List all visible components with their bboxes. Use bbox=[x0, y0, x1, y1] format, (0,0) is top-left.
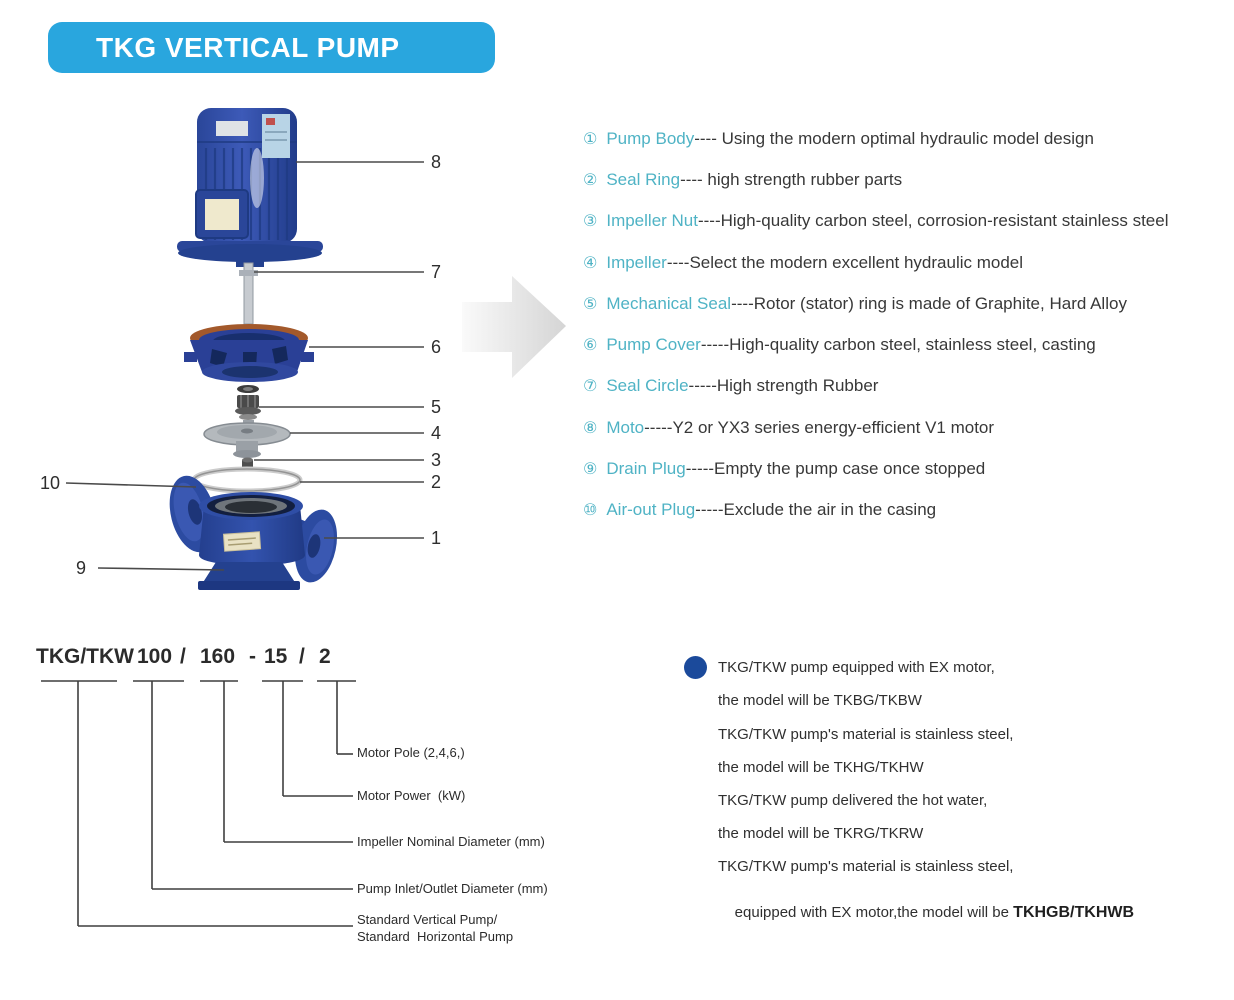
part-description: -----High strength Rubber bbox=[688, 376, 879, 395]
note-line: TKG/TKW pump delivered the hot water, bbox=[718, 792, 988, 809]
part-name: Drain Plug bbox=[606, 459, 686, 478]
label-motor-power: Motor Power (kW) bbox=[357, 788, 466, 803]
label-motor-pole: Motor Pole (2,4,6,) bbox=[357, 745, 465, 760]
part-description: -----Y2 or YX3 series energy-efficient V1 motor bbox=[644, 418, 995, 437]
bullet-icon bbox=[684, 656, 707, 679]
circled-number-icon: ① bbox=[583, 131, 598, 148]
callout-number-8: 8 bbox=[431, 152, 442, 172]
part-name: Seal Ring bbox=[606, 170, 681, 189]
model-code-sep1: / bbox=[180, 645, 186, 668]
model-code-power: 15 bbox=[264, 645, 288, 668]
model-code-pole: 2 bbox=[319, 645, 331, 668]
callout-number-4: 4 bbox=[431, 423, 442, 443]
part-name: Impeller Nut bbox=[606, 211, 698, 230]
model-code-series: TKG/TKW bbox=[36, 645, 134, 668]
circled-number-icon: ⑨ bbox=[583, 461, 598, 478]
model-code-sep2: - bbox=[249, 645, 256, 668]
model-code-inlet: 100 bbox=[137, 645, 173, 668]
callout-number-1: 1 bbox=[431, 528, 442, 548]
callout-number-7: 7 bbox=[431, 262, 442, 282]
terminal-box-panel bbox=[205, 199, 239, 230]
note-line-with-bold bbox=[718, 883, 1134, 943]
parts-list-item-5 bbox=[583, 292, 1127, 317]
note-line: TKG/TKW pump's material is stainless steel, bbox=[718, 858, 1014, 875]
motor-nameplate bbox=[216, 121, 248, 136]
callout-number-9: 9 bbox=[76, 558, 87, 578]
pump-body-label bbox=[223, 532, 260, 551]
note-line: TKG/TKW pump's material is stainless steel, bbox=[718, 726, 1014, 743]
mechanical-seal bbox=[235, 385, 261, 420]
model-breakdown-lines bbox=[41, 681, 356, 926]
circled-number-icon: ⑦ bbox=[583, 378, 598, 395]
part-description: -----Exclude the air in the casing bbox=[695, 500, 937, 519]
parts-list-item-2 bbox=[583, 168, 902, 193]
label-inlet-outlet: Pump Inlet/Outlet Diameter (mm) bbox=[357, 881, 548, 896]
shaft bbox=[239, 263, 258, 333]
part-name: Impeller bbox=[606, 253, 667, 272]
part-name: Moto bbox=[606, 418, 645, 437]
note-bold-model: TKHGB/TKHWB bbox=[1013, 904, 1135, 921]
parts-list-item-10 bbox=[583, 498, 936, 523]
callout-number-2: 2 bbox=[431, 472, 442, 492]
part-description: ----High-quality carbon steel, corrosion-resistant stainless steel bbox=[697, 211, 1169, 230]
callout-number-6: 6 bbox=[431, 337, 442, 357]
part-name: Mechanical Seal bbox=[606, 294, 732, 313]
parts-list-item-6 bbox=[583, 333, 1096, 358]
note-line: the model will be TKHG/TKHW bbox=[718, 759, 924, 776]
circled-number-icon: ⑤ bbox=[583, 296, 598, 313]
note-line: the model will be TKRG/TKRW bbox=[718, 825, 924, 842]
parts-list-item-1 bbox=[583, 127, 1094, 152]
model-code-impeller: 160 bbox=[200, 645, 236, 668]
circled-number-icon: ④ bbox=[583, 255, 598, 272]
part-description: ---- Using the modern optimal hydraulic model design bbox=[694, 129, 1094, 148]
impeller bbox=[204, 420, 290, 458]
callout-number-10: 10 bbox=[40, 473, 61, 493]
label-impeller-diameter: Impeller Nominal Diameter (mm) bbox=[357, 834, 545, 849]
circled-number-icon: ⑥ bbox=[583, 337, 598, 354]
parts-list-item-4 bbox=[583, 251, 1023, 276]
model-code-sep3: / bbox=[299, 645, 305, 668]
label-series-line2: Standard Horizontal Pump bbox=[357, 929, 514, 944]
part-name: Seal Circle bbox=[606, 376, 689, 395]
note-line: TKG/TKW pump equipped with EX motor, bbox=[718, 659, 995, 676]
right-arrow-icon bbox=[462, 276, 566, 378]
pump-base bbox=[202, 562, 296, 584]
circled-number-icon: ② bbox=[583, 172, 598, 189]
part-name: Pump Body bbox=[606, 129, 695, 148]
seal-ring bbox=[194, 469, 300, 491]
pump-cover bbox=[184, 324, 314, 382]
page-title: TKG VERTICAL PUMP bbox=[48, 22, 495, 73]
part-description: -----Empty the pump case once stopped bbox=[685, 459, 986, 478]
circled-number-icon: ⑩ bbox=[583, 502, 598, 519]
motor bbox=[177, 108, 323, 267]
part-description: ----Select the modern excellent hydraulic model bbox=[666, 253, 1024, 272]
label-series-line1: Standard Vertical Pump/ bbox=[357, 912, 498, 927]
part-description: -----High-quality carbon steel, stainless steel, casting bbox=[700, 335, 1096, 354]
part-description: ---- high strength rubber parts bbox=[680, 170, 903, 189]
part-name: Pump Cover bbox=[606, 335, 701, 354]
part-name: Air-out Plug bbox=[606, 500, 696, 519]
circled-number-icon: ③ bbox=[583, 213, 598, 230]
parts-list-item-8 bbox=[583, 416, 994, 441]
parts-list-item-3 bbox=[583, 209, 1169, 234]
circled-number-icon: ⑧ bbox=[583, 420, 598, 437]
callout-number-3: 3 bbox=[431, 450, 442, 470]
callout-number-5: 5 bbox=[431, 397, 442, 417]
parts-list-item-9 bbox=[583, 457, 985, 482]
parts-list-item-7 bbox=[583, 374, 878, 399]
note-line-prefix: equipped with EX motor,the model will be bbox=[734, 904, 1014, 921]
note-line: the model will be TKBG/TKBW bbox=[718, 692, 922, 709]
part-description: ----Rotor (stator) ring is made of Graphite, Hard Alloy bbox=[731, 294, 1127, 313]
